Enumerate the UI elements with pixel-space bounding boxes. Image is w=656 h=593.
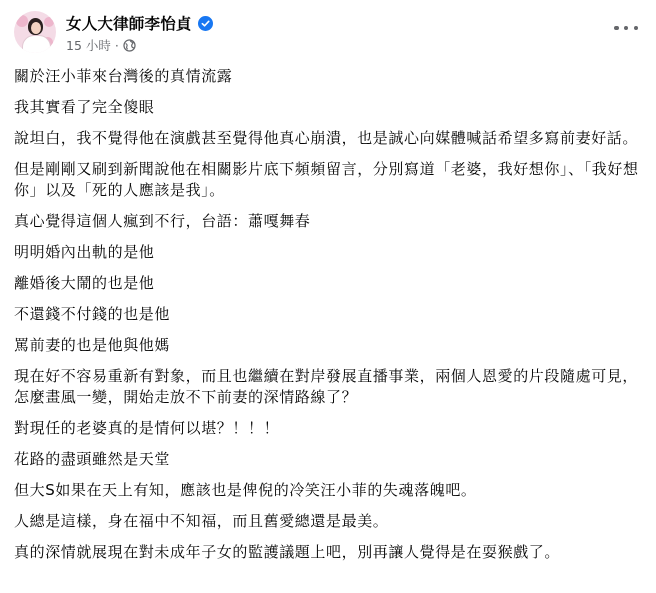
menu-dot [634,26,639,31]
avatar-shirt [22,35,51,53]
author-line [66,12,213,34]
post-paragraph: 說坦白，我不覺得他在演戲甚至覺得他真心崩潰，也是誠心向媒體喊話希望多寫前妻好話。 [14,129,639,147]
post-meta [66,37,136,53]
verified-badge-icon [198,16,213,31]
post-paragraph: 真心覺得這個人瘋到不行，台語：蕭嘎舞春 [14,212,311,230]
post-paragraph: 罵前妻的也是他與他媽 [14,336,171,354]
menu-dot [614,26,619,31]
post-paragraph: 明明婚內出軌的是他 [14,243,155,261]
meta-separator: · [114,37,119,53]
post-paragraph: 花路的盡頭雖然是天堂 [14,450,171,468]
post-header [14,8,640,56]
post-paragraph: 但是剛剛又刷到新聞說他在相關影片底下頻頻留言，分別寫道「老婆，我好想你」、「我好想你」以及「死的人應該是我」。 [14,160,639,199]
more-options-icon[interactable] [614,18,638,38]
avatar-face [31,22,41,34]
post-body [14,66,640,573]
avatar-background-flower [44,17,54,27]
author-avatar[interactable] [14,11,56,53]
globe-icon[interactable] [123,39,136,52]
post-paragraph: 人總是這樣，身在福中不知福，而且舊愛總還是最美。 [14,512,389,530]
post-paragraph: 不還錢不付錢的也是他 [14,305,171,323]
post-paragraph: 我其實看了完全傻眼 [14,98,155,116]
menu-dot [624,26,629,31]
post-timestamp[interactable]: 15 小時 [66,38,111,53]
author-name[interactable]: 女人大律師李怡貞 [66,15,192,33]
post-paragraph: 現在好不容易重新有對象，而且也繼續在對岸發展直播事業，兩個人恩愛的片段隨處可見，怎麼畫風一變，開始走放不下前妻的深情路線了？ [14,367,639,406]
avatar-background-flower [16,15,28,27]
post-paragraph: 離婚後大鬧的也是他 [14,274,155,292]
post-paragraph: 對現任的老婆真的是情何以堪？！！！ [14,419,280,437]
post-paragraph: 關於汪小菲來台灣後的真情流露 [14,67,233,85]
post-paragraph: 但大S如果在天上有知，應該也是俾倪的冷笑汪小菲的失魂落魄吧。 [14,481,477,499]
post-paragraph: 真的深情就展現在對未成年子女的監護議題上吧，別再讓人覺得是在耍猴戲了。 [14,543,561,561]
